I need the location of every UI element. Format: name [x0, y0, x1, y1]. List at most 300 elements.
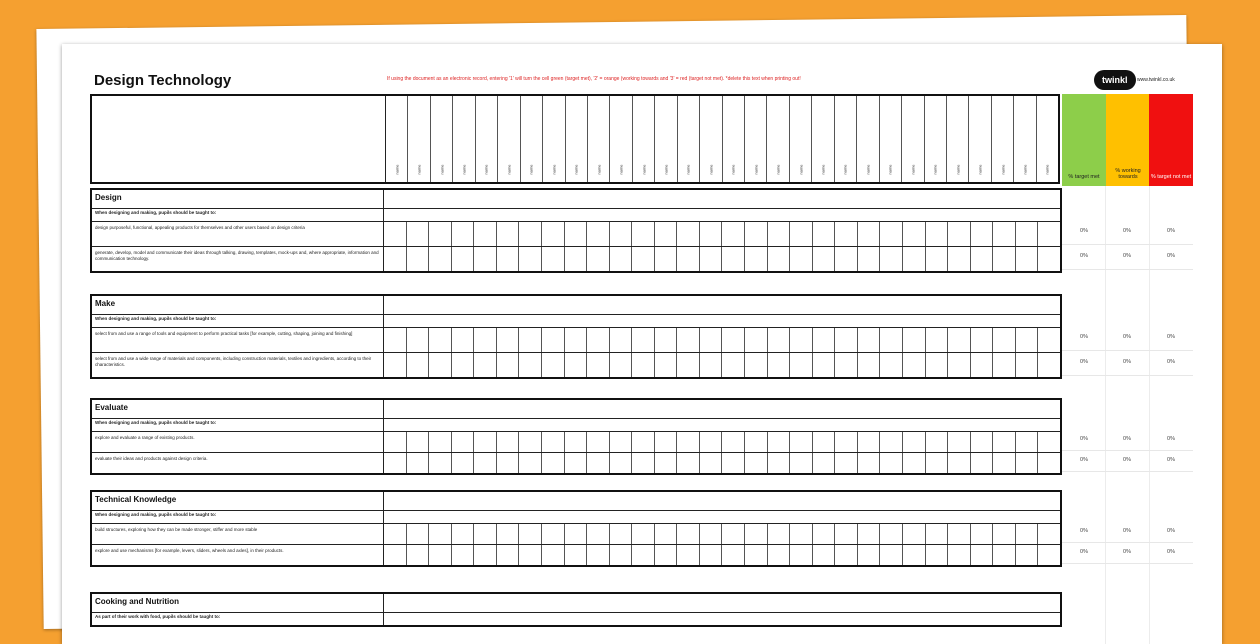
assessment-cell[interactable]	[632, 432, 655, 452]
assessment-cell[interactable]	[407, 247, 430, 271]
name-column-header[interactable]	[835, 96, 857, 182]
assessment-cell[interactable]	[452, 453, 475, 473]
assessment-cell[interactable]	[745, 524, 768, 544]
assessment-cell[interactable]	[610, 328, 633, 352]
assessment-cell[interactable]	[632, 545, 655, 565]
assessment-cell[interactable]	[519, 328, 542, 352]
assessment-cell[interactable]	[655, 453, 678, 473]
assessment-cell[interactable]	[429, 353, 452, 377]
assessment-cell[interactable]	[632, 222, 655, 246]
assessment-cell[interactable]	[971, 453, 994, 473]
assessment-cell[interactable]	[610, 453, 633, 473]
pupil-name-header	[90, 94, 1060, 184]
assessment-cell[interactable]	[903, 545, 926, 565]
assessment-cell[interactable]	[835, 222, 858, 246]
name-column-header[interactable]	[678, 96, 700, 182]
assessment-cell[interactable]	[1016, 353, 1039, 377]
assessment-cell[interactable]	[835, 545, 858, 565]
assessment-cell[interactable]	[429, 328, 452, 352]
assessment-cell[interactable]	[948, 453, 971, 473]
assessment-cell[interactable]	[429, 545, 452, 565]
assessment-cell[interactable]	[1038, 432, 1060, 452]
name-column-header[interactable]	[880, 96, 902, 182]
assessment-cell[interactable]	[519, 247, 542, 271]
assessment-cell[interactable]	[948, 545, 971, 565]
assessment-cell[interactable]	[993, 247, 1016, 271]
assessment-cell[interactable]	[474, 432, 497, 452]
assessment-cell[interactable]	[384, 222, 407, 246]
assessment-cell[interactable]	[745, 545, 768, 565]
assessment-cell[interactable]	[948, 432, 971, 452]
assessment-cell[interactable]	[610, 353, 633, 377]
assessment-cell[interactable]	[542, 524, 565, 544]
assessment-cell[interactable]	[700, 453, 723, 473]
assessment-cell[interactable]	[1038, 222, 1060, 246]
section-cooking-and-nutrition	[90, 592, 1062, 627]
assessment-cell[interactable]	[587, 247, 610, 271]
assessment-cell[interactable]	[813, 222, 836, 246]
assessment-cell[interactable]	[497, 222, 520, 246]
assessment-cell[interactable]	[542, 353, 565, 377]
assessment-cell[interactable]	[474, 222, 497, 246]
assessment-cell[interactable]	[880, 353, 903, 377]
assessment-cell[interactable]	[971, 524, 994, 544]
assessment-cell[interactable]	[858, 222, 881, 246]
assessment-cell[interactable]	[700, 222, 723, 246]
assessment-cell[interactable]	[474, 453, 497, 473]
name-column-label: name	[663, 164, 669, 175]
name-column-header[interactable]	[947, 96, 969, 182]
name-column-header[interactable]	[498, 96, 520, 182]
assessment-cell[interactable]	[700, 247, 723, 271]
pct-target-met: 0%	[1080, 334, 1088, 340]
assessment-cell[interactable]	[610, 222, 633, 246]
assessment-cell[interactable]	[971, 328, 994, 352]
assessment-cell[interactable]	[700, 328, 723, 352]
assessment-cell[interactable]	[971, 353, 994, 377]
assessment-cell[interactable]	[632, 353, 655, 377]
assessment-cell[interactable]	[677, 328, 700, 352]
assessment-cell[interactable]	[790, 222, 813, 246]
key-row-line	[1062, 542, 1193, 543]
assessment-cell[interactable]	[880, 222, 903, 246]
assessment-cell[interactable]	[452, 524, 475, 544]
assessment-cell[interactable]	[565, 545, 588, 565]
pct-target-not-met: 0%	[1167, 549, 1175, 555]
name-column-label: name	[1022, 164, 1028, 175]
assessment-cell[interactable]	[880, 432, 903, 452]
assessment-cell[interactable]	[677, 432, 700, 452]
name-column-header[interactable]	[992, 96, 1014, 182]
name-column-label: name	[461, 164, 467, 175]
assessment-cell[interactable]	[587, 353, 610, 377]
assessment-cell[interactable]	[835, 353, 858, 377]
name-column-label: name	[618, 164, 624, 175]
assessment-cell[interactable]	[519, 353, 542, 377]
assessment-cell[interactable]	[926, 545, 949, 565]
name-column-header[interactable]	[588, 96, 610, 182]
objective-text: select from and use a range of tools and equipment to perform practical tasks [for example, cutting, shaping, joining and finishing]	[92, 328, 384, 352]
assessment-cell[interactable]	[677, 545, 700, 565]
name-column-label: name	[1000, 164, 1006, 175]
assessment-cell[interactable]	[1016, 453, 1039, 473]
assessment-cell[interactable]	[677, 222, 700, 246]
assessment-cell[interactable]	[722, 328, 745, 352]
assessment-cell[interactable]	[926, 524, 949, 544]
assessment-cell[interactable]	[497, 545, 520, 565]
assessment-cell[interactable]	[677, 524, 700, 544]
assessment-cell[interactable]	[722, 545, 745, 565]
name-column-header[interactable]	[857, 96, 879, 182]
name-column-header[interactable]	[408, 96, 430, 182]
assessment-cell[interactable]	[384, 524, 407, 544]
assessment-cell[interactable]	[722, 247, 745, 271]
assessment-cell[interactable]	[474, 328, 497, 352]
assessment-cell[interactable]	[993, 432, 1016, 452]
assessment-cell[interactable]	[474, 353, 497, 377]
assessment-cell[interactable]	[655, 247, 678, 271]
assessment-cell[interactable]	[768, 328, 791, 352]
assessment-cell[interactable]	[429, 432, 452, 452]
assessment-cell[interactable]	[587, 545, 610, 565]
assessment-cell[interactable]	[677, 247, 700, 271]
name-column-header[interactable]	[521, 96, 543, 182]
assessment-cell[interactable]	[384, 353, 407, 377]
assessment-cell[interactable]	[1016, 222, 1039, 246]
assessment-cell[interactable]	[429, 247, 452, 271]
assessment-cell[interactable]	[542, 222, 565, 246]
assessment-cell[interactable]	[903, 247, 926, 271]
assessment-cell[interactable]	[407, 328, 430, 352]
assessment-cell[interactable]	[497, 453, 520, 473]
assessment-cell[interactable]	[813, 328, 836, 352]
assessment-cell[interactable]	[655, 222, 678, 246]
name-column-header[interactable]	[543, 96, 565, 182]
name-column-label: name	[1044, 164, 1050, 175]
assessment-cell[interactable]	[452, 222, 475, 246]
name-column-label: name	[910, 164, 916, 175]
assessment-cell[interactable]	[745, 353, 768, 377]
section-heading-row	[92, 492, 1060, 510]
assessment-cell[interactable]	[926, 353, 949, 377]
assessment-cell[interactable]	[745, 432, 768, 452]
assessment-cell[interactable]	[452, 328, 475, 352]
assessment-cell[interactable]	[542, 432, 565, 452]
assessment-cell[interactable]	[587, 524, 610, 544]
pct-working-towards: 0%	[1123, 436, 1131, 442]
assessment-cell[interactable]	[1038, 453, 1060, 473]
assessment-cell[interactable]	[1016, 432, 1039, 452]
assessment-cell[interactable]	[768, 222, 791, 246]
assessment-cell[interactable]	[587, 432, 610, 452]
assessment-cell[interactable]	[384, 432, 407, 452]
assessment-cell[interactable]	[384, 453, 407, 473]
assessment-cell[interactable]	[1038, 353, 1060, 377]
assessment-cell[interactable]	[497, 328, 520, 352]
name-column-header[interactable]	[745, 96, 767, 182]
assessment-cell[interactable]	[587, 222, 610, 246]
assessment-cell[interactable]	[452, 432, 475, 452]
assessment-cell[interactable]	[745, 222, 768, 246]
assessment-cell[interactable]	[948, 353, 971, 377]
name-column-header[interactable]	[610, 96, 632, 182]
assessment-cell[interactable]	[880, 524, 903, 544]
assessment-cell[interactable]	[587, 328, 610, 352]
assessment-cell[interactable]	[768, 524, 791, 544]
name-column-header[interactable]	[453, 96, 475, 182]
assessment-cell[interactable]	[565, 328, 588, 352]
assessment-cell[interactable]	[790, 353, 813, 377]
assessment-cell[interactable]	[813, 453, 836, 473]
assessment-cell[interactable]	[745, 453, 768, 473]
section-heading: Technical Knowledge	[92, 492, 384, 510]
name-column-label: name	[708, 164, 714, 175]
assessment-cell[interactable]	[1038, 328, 1060, 352]
assessment-cell[interactable]	[384, 545, 407, 565]
assessment-cell[interactable]	[790, 545, 813, 565]
assessment-cell[interactable]	[474, 545, 497, 565]
assessment-cell[interactable]	[768, 453, 791, 473]
assessment-cell[interactable]	[858, 453, 881, 473]
name-column-header[interactable]	[790, 96, 812, 182]
assessment-cell[interactable]	[519, 432, 542, 452]
assessment-cell[interactable]	[497, 432, 520, 452]
assessment-cell[interactable]	[858, 524, 881, 544]
assessment-cell[interactable]	[700, 353, 723, 377]
assessment-cell[interactable]	[565, 222, 588, 246]
assessment-cell[interactable]	[565, 524, 588, 544]
assessment-cell[interactable]	[880, 328, 903, 352]
assessment-cell[interactable]	[1038, 524, 1060, 544]
name-column-header[interactable]	[386, 96, 408, 182]
assessment-cell[interactable]	[768, 545, 791, 565]
assessment-cell[interactable]	[790, 524, 813, 544]
assessment-cell[interactable]	[858, 328, 881, 352]
assessment-cell[interactable]	[993, 453, 1016, 473]
name-column-header[interactable]	[812, 96, 834, 182]
assessment-cell[interactable]	[926, 222, 949, 246]
assessment-cell[interactable]	[587, 453, 610, 473]
objective-row	[92, 544, 1060, 565]
assessment-cell[interactable]	[632, 247, 655, 271]
assessment-cell[interactable]	[993, 545, 1016, 565]
objective-row	[92, 452, 1060, 473]
assessment-cell[interactable]	[497, 353, 520, 377]
assessment-cell[interactable]	[722, 453, 745, 473]
assessment-cell[interactable]	[542, 545, 565, 565]
assessment-cell[interactable]	[542, 328, 565, 352]
assessment-cell[interactable]	[722, 353, 745, 377]
assessment-cell[interactable]	[813, 353, 836, 377]
assessment-cell[interactable]	[632, 524, 655, 544]
assessment-cell[interactable]	[655, 432, 678, 452]
assessment-cell[interactable]	[655, 353, 678, 377]
twinkl-logo: twinkl	[1094, 70, 1136, 90]
assessment-cell[interactable]	[926, 247, 949, 271]
assessment-cell[interactable]	[813, 545, 836, 565]
assessment-cell[interactable]	[790, 453, 813, 473]
assessment-cell[interactable]	[1016, 545, 1039, 565]
assessment-cell[interactable]	[429, 453, 452, 473]
assessment-cell[interactable]	[948, 328, 971, 352]
assessment-cell[interactable]	[519, 222, 542, 246]
assessment-cell[interactable]	[722, 524, 745, 544]
objective-row	[92, 431, 1060, 452]
assessment-cell[interactable]	[745, 247, 768, 271]
assessment-cell[interactable]	[610, 524, 633, 544]
assessment-cell[interactable]	[971, 222, 994, 246]
assessment-cell[interactable]	[542, 247, 565, 271]
assessment-cell[interactable]	[384, 247, 407, 271]
name-column-header[interactable]	[655, 96, 677, 182]
assessment-cell[interactable]	[429, 524, 452, 544]
assessment-cell[interactable]	[903, 453, 926, 473]
assessment-cell[interactable]	[1038, 545, 1060, 565]
assessment-cell[interactable]	[1016, 328, 1039, 352]
assessment-cell[interactable]	[948, 247, 971, 271]
assessment-cell[interactable]	[993, 524, 1016, 544]
assessment-cell[interactable]	[835, 432, 858, 452]
assessment-cell[interactable]	[497, 524, 520, 544]
assessment-cell[interactable]	[407, 545, 430, 565]
assessment-cell[interactable]	[768, 353, 791, 377]
assessment-cell[interactable]	[542, 453, 565, 473]
assessment-cell[interactable]	[768, 247, 791, 271]
assessment-cell[interactable]	[700, 524, 723, 544]
assessment-cell[interactable]	[903, 524, 926, 544]
assessment-cell[interactable]	[858, 545, 881, 565]
assessment-cell[interactable]	[880, 247, 903, 271]
name-column-header[interactable]	[925, 96, 947, 182]
assessment-cell[interactable]	[655, 328, 678, 352]
assessment-cell[interactable]	[519, 545, 542, 565]
assessment-cell[interactable]	[971, 247, 994, 271]
assessment-cell[interactable]	[903, 222, 926, 246]
assessment-cell[interactable]	[677, 453, 700, 473]
assessment-cell[interactable]	[813, 247, 836, 271]
assessment-cell[interactable]	[790, 432, 813, 452]
name-column-header[interactable]	[1037, 96, 1058, 182]
assessment-cell[interactable]	[610, 432, 633, 452]
assessment-cell[interactable]	[835, 328, 858, 352]
assessment-cell[interactable]	[813, 432, 836, 452]
assessment-cell[interactable]	[452, 545, 475, 565]
assessment-cell[interactable]	[722, 222, 745, 246]
assessment-cell[interactable]	[926, 328, 949, 352]
assessment-cell[interactable]	[565, 453, 588, 473]
assessment-cell[interactable]	[429, 222, 452, 246]
assessment-grid	[384, 432, 1060, 452]
assessment-cell[interactable]	[610, 545, 633, 565]
assessment-cell[interactable]	[407, 453, 430, 473]
objective-text: generate, develop, model and communicate their ideas through talking, drawing, templates, mock-ups and, where appropriate, information and communication technology.	[92, 247, 384, 271]
assessment-cell[interactable]	[565, 247, 588, 271]
assessment-cell[interactable]	[1038, 247, 1060, 271]
name-column-header[interactable]	[1014, 96, 1036, 182]
assessment-cell[interactable]	[880, 453, 903, 473]
assessment-cell[interactable]	[407, 524, 430, 544]
heading-fill	[384, 492, 1060, 510]
assessment-cell[interactable]	[880, 545, 903, 565]
assessment-cell[interactable]	[452, 247, 475, 271]
assessment-cell[interactable]	[903, 432, 926, 452]
assessment-cell[interactable]	[993, 328, 1016, 352]
assessment-cell[interactable]	[745, 328, 768, 352]
assessment-cell[interactable]	[1016, 524, 1039, 544]
assessment-cell[interactable]	[971, 545, 994, 565]
assessment-cell[interactable]	[1016, 247, 1039, 271]
assessment-cell[interactable]	[948, 222, 971, 246]
assessment-cell[interactable]	[700, 432, 723, 452]
assessment-cell[interactable]	[632, 328, 655, 352]
name-column-header[interactable]	[723, 96, 745, 182]
assessment-cell[interactable]	[632, 453, 655, 473]
name-column-label: name	[596, 164, 602, 175]
assessment-cell[interactable]	[835, 247, 858, 271]
name-column-header[interactable]	[476, 96, 498, 182]
assessment-cell[interactable]	[993, 222, 1016, 246]
assessment-cell[interactable]	[858, 247, 881, 271]
pct-target-not-met: 0%	[1167, 359, 1175, 365]
assessment-cell[interactable]	[835, 453, 858, 473]
assessment-cell[interactable]	[610, 247, 633, 271]
heading-fill	[384, 190, 1060, 208]
assessment-cell[interactable]	[407, 222, 430, 246]
name-column-header[interactable]	[767, 96, 789, 182]
assessment-cell[interactable]	[519, 453, 542, 473]
assessment-cell[interactable]	[565, 432, 588, 452]
assessment-cell[interactable]	[790, 328, 813, 352]
assessment-cell[interactable]	[903, 328, 926, 352]
assessment-cell[interactable]	[407, 432, 430, 452]
name-column-header[interactable]	[431, 96, 453, 182]
assessment-cell[interactable]	[655, 524, 678, 544]
assessment-cell[interactable]	[948, 524, 971, 544]
assessment-cell[interactable]	[813, 524, 836, 544]
name-column-header[interactable]	[969, 96, 991, 182]
assessment-cell[interactable]	[971, 432, 994, 452]
name-column-header[interactable]	[633, 96, 655, 182]
assessment-cell[interactable]	[722, 432, 745, 452]
assessment-cell[interactable]	[858, 353, 881, 377]
assessment-cell[interactable]	[677, 353, 700, 377]
assessment-cell[interactable]	[565, 353, 588, 377]
assessment-cell[interactable]	[858, 432, 881, 452]
name-column-header[interactable]	[902, 96, 924, 182]
assessment-cell[interactable]	[926, 453, 949, 473]
assessment-cell[interactable]	[384, 328, 407, 352]
name-column-header[interactable]	[700, 96, 722, 182]
assessment-cell[interactable]	[700, 545, 723, 565]
assessment-cell[interactable]	[903, 353, 926, 377]
name-column-header[interactable]	[566, 96, 588, 182]
assessment-cell[interactable]	[452, 353, 475, 377]
assessment-cell[interactable]	[926, 432, 949, 452]
assessment-cell[interactable]	[474, 247, 497, 271]
assessment-cell[interactable]	[407, 353, 430, 377]
assessment-grid	[384, 545, 1060, 565]
name-column-label: name	[842, 164, 848, 175]
assessment-cell[interactable]	[519, 524, 542, 544]
assessment-cell[interactable]	[655, 545, 678, 565]
assessment-cell[interactable]	[768, 432, 791, 452]
assessment-cell[interactable]	[497, 247, 520, 271]
name-column-label: name	[753, 164, 759, 175]
assessment-cell[interactable]	[790, 247, 813, 271]
assessment-cell[interactable]	[993, 353, 1016, 377]
assessment-cell[interactable]	[474, 524, 497, 544]
assessment-cell[interactable]	[835, 524, 858, 544]
